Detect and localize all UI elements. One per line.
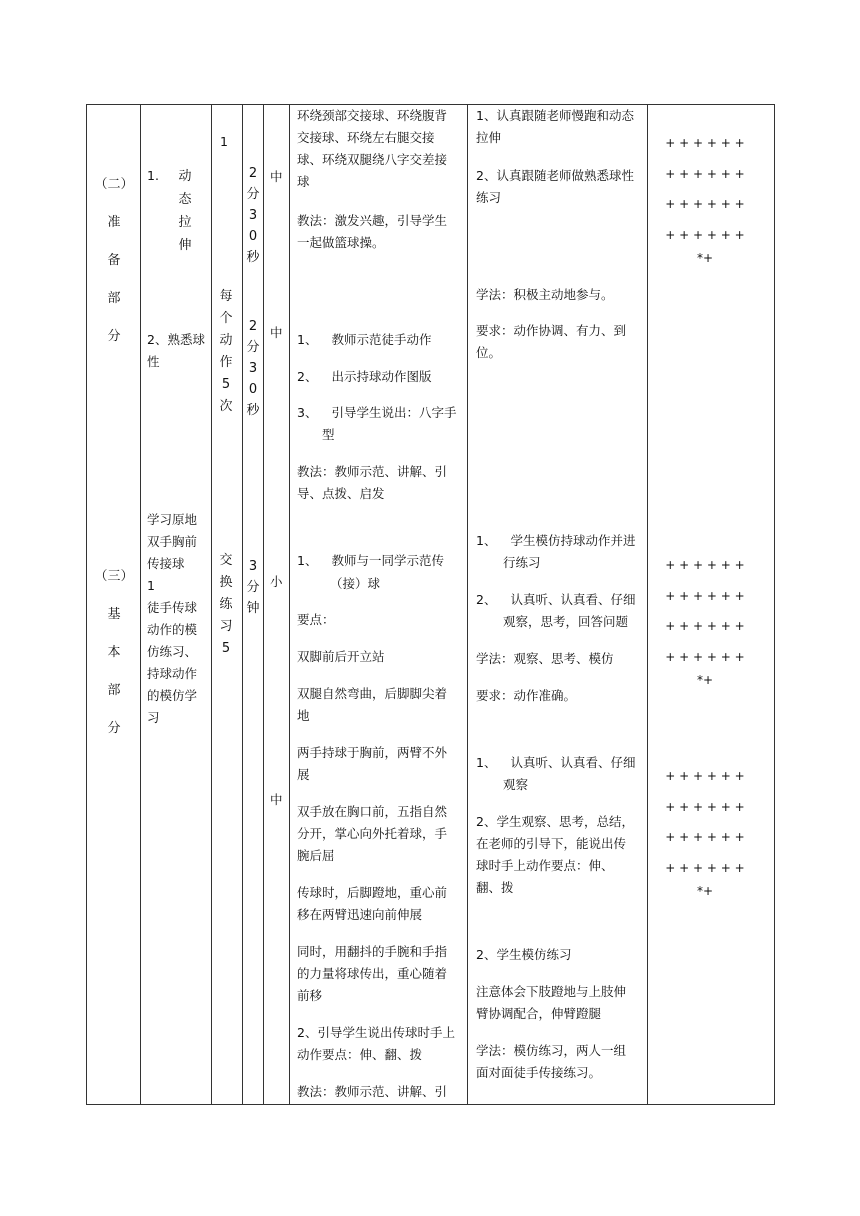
intensity-c: 小 bbox=[270, 574, 283, 589]
item3-block: 学习原地 双手胸前 传接球 1 徒手传球 动作的模 仿练习、 持球动作 的模仿学 习 bbox=[147, 512, 198, 725]
student-requirement-1: 要求：动作协调、有力、到 位。 bbox=[476, 323, 627, 360]
student-c3: 2、学生模仿练习 bbox=[476, 947, 572, 962]
intensity-b: 中 bbox=[270, 325, 283, 340]
student-s2: 2、认真跟随老师做熟悉球性 练习 bbox=[476, 168, 634, 205]
teacher-point-5: 传球时，后脚蹬地，重心前 移在两臂迅速向前伸展 bbox=[297, 885, 448, 922]
student-method-2: 学法：观察、思考、模仿 bbox=[476, 651, 614, 666]
teacher-point-3: 两手持球于胸前，两臂不外 展 bbox=[297, 745, 448, 782]
student-c1: 1、 认真听、认真看、仔细 观察 bbox=[476, 755, 636, 792]
teacher-point-6: 同时，用翻抖的手腕和手指 的力量将球传出，重心随着 前移 bbox=[297, 944, 448, 1003]
formation-diagram-2: + + + + + + + + + + + + + + + + + + + + + + + + *+ bbox=[665, 558, 745, 687]
student-method-3: 学法：模仿练习，两人一组 面对面徒手传接练习。 bbox=[476, 1043, 627, 1080]
column-divider bbox=[211, 104, 212, 1105]
formation-diagram-3: + + + + + + + + + + + + + + + + + + + + + + + + *+ bbox=[665, 769, 745, 898]
teacher-method-1: 教法：激发兴趣，引导学生 一起做篮球操。 bbox=[297, 213, 448, 250]
student-method-1: 学法：积极主动地参与。 bbox=[476, 287, 614, 302]
teacher-point-1: 双脚前后开立站 bbox=[297, 649, 385, 664]
section-prep-label: （二） 准 备 部 分 bbox=[94, 177, 134, 344]
teacher-step-2: 2、 出示持球动作图版 bbox=[297, 369, 432, 384]
teacher-point-7: 2、引导学生说出传球时手上 动作要点：伸、翻、拨 bbox=[297, 1025, 455, 1062]
column-divider bbox=[140, 104, 141, 1105]
student-b1: 1、 学生模仿持球动作并进 行练习 bbox=[476, 533, 636, 570]
teacher-step-3: 3、 引导学生说出：八字手 bbox=[297, 405, 457, 420]
duration-b: 2 分 3 0 秒 bbox=[246, 319, 260, 418]
duration-c: 3 分 钟 bbox=[246, 559, 260, 616]
teacher-demo: 1、 教师与一同学示范传 bbox=[297, 553, 444, 568]
teacher-method-3: 教法：教师示范、讲解、引 bbox=[297, 1084, 448, 1099]
teacher-point-2: 双腿自然弯曲，后脚脚尖着 地 bbox=[297, 686, 448, 723]
column-divider bbox=[467, 104, 468, 1105]
teacher-method-2: 教法：教师示范、讲解、引 导、点拨、启发 bbox=[297, 464, 448, 501]
times-swap-practice: 交 换 练 习 5 bbox=[219, 553, 233, 656]
times-top: 1 bbox=[220, 134, 228, 149]
column-divider bbox=[289, 104, 290, 1105]
column-divider bbox=[647, 104, 648, 1105]
intensity-d: 中 bbox=[270, 792, 283, 807]
duration-a: 2 分 3 0 秒 bbox=[246, 166, 260, 265]
teacher-step-1: 1、 教师示范徒手动作 bbox=[297, 332, 432, 347]
item1-number: 1. bbox=[147, 168, 159, 183]
student-c4: 注意体会下肢蹬地与上肢伸 臂协调配合，伸臂蹬腿 bbox=[476, 984, 627, 1021]
item2-title: 2、熟悉球性 bbox=[147, 332, 205, 369]
student-c2: 2、学生观察、思考，总结， 在老师的引导下，能说出传 球时手上动作要点：伸、 翻、拨 bbox=[476, 814, 634, 895]
teacher-points-label: 要点： bbox=[297, 612, 335, 627]
student-b2: 2、 认真听、认真看、仔细 观察，思考，回答问题 bbox=[476, 592, 636, 629]
item1-title: 动 态 拉 伸 bbox=[178, 169, 192, 253]
teacher-demo-cont: （接）球 bbox=[330, 576, 381, 591]
student-requirement-2: 要求：动作准确。 bbox=[476, 688, 577, 703]
teacher-point-4: 双手放在胸口前，五指自然 分开，掌心向外托着球，手 腕后屈 bbox=[297, 804, 448, 863]
section-basic-label: （三） 基 本 部 分 bbox=[94, 569, 134, 736]
student-s1: 1、认真跟随老师慢跑和动态 拉伸 bbox=[476, 108, 634, 145]
times-each-action: 每 个 动 作 5 次 bbox=[219, 289, 233, 414]
teacher-warmup-text: 环绕颈部交接球、环绕腹背 交接球、环绕左右腿交接 球、环绕双腿绕八字交差接 球 bbox=[297, 108, 448, 189]
teacher-step-3-cont: 型 bbox=[322, 427, 335, 442]
intensity-a: 中 bbox=[270, 169, 283, 184]
formation-diagram-1: + + + + + + + + + + + + + + + + + + + + + + + + *+ bbox=[665, 136, 745, 265]
